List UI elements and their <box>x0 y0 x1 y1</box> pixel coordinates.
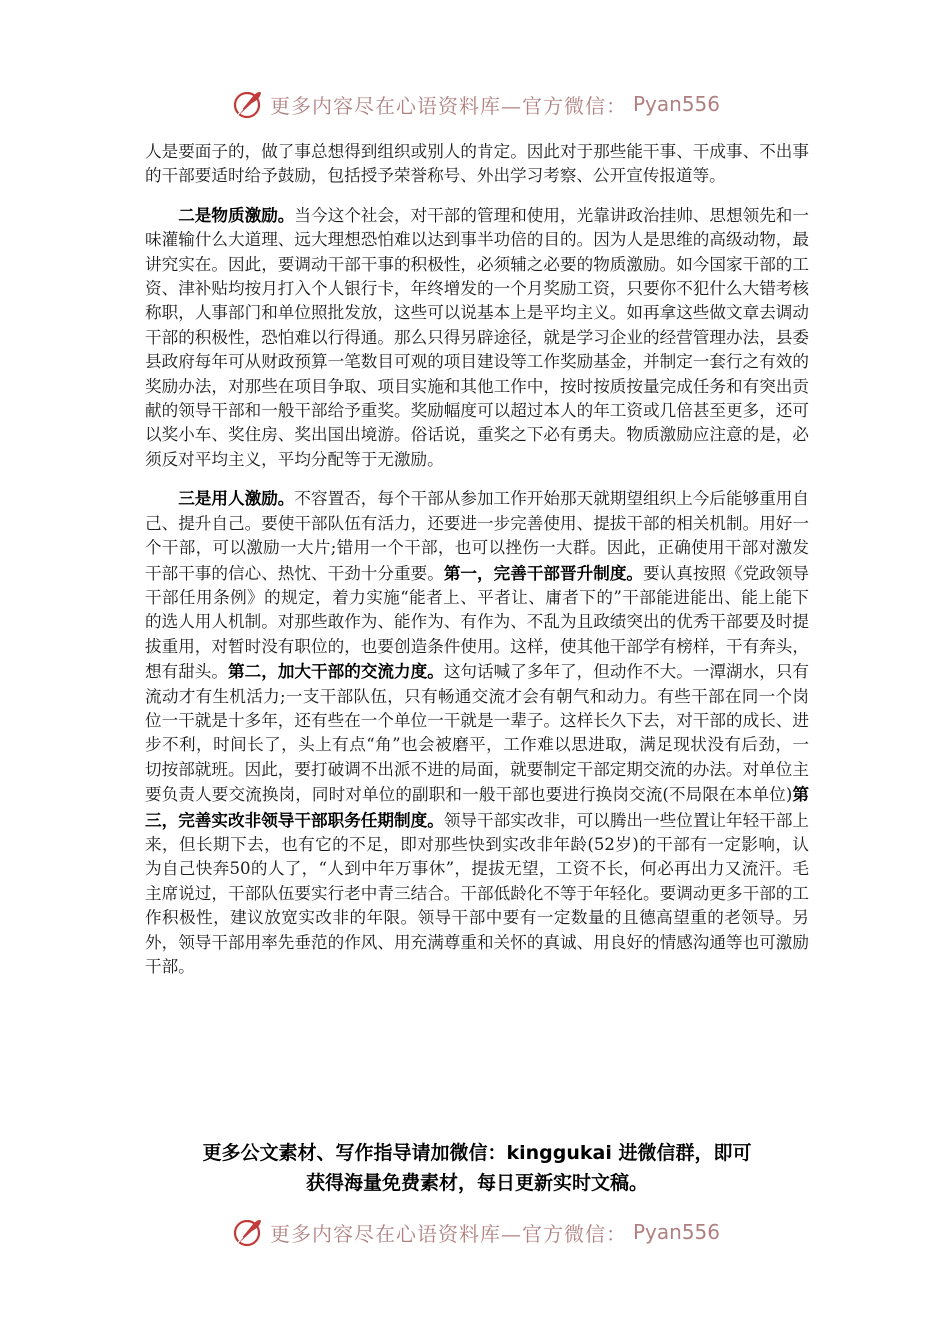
watermark-wechat-id: Pyan556 <box>632 1220 720 1244</box>
paragraph-employment-incentive: 三是用人激励。不容置否，每个干部从参加工作开始那天就期望组织上今后能够重用自己、提升自己。要使干部队伍有活力，还要进一步完善使用、提拔干部的相关机制。用好一个干部，可以激励一大片;错用一个干部，也可以挫伤一大群。因此，正确使用干部对激发干部干事的信心、热忱、干劲十分重要。第一，完善干部晋升制度。要认真按照《党政领导干部任用条例》的规定，着力实施“能者上、平者让、庸者下的”干部能进能出、能上能下的选人用人机制。对那些敢作为、能作为、有作为、不乱为且政绩突出的优秀干部要及时提拔重用，对暂时没有职位的，也要创造条件使用。这样，使其他干部学有榜样，干有奔头，想有甜头。第二，加大干部的交流力度。这句话喊了多年了，但动作不大。一潭湖水，只有流动才有生机活力;一支干部队伍，只有畅通交流才会有朝气和动力。有些干部在同一个岗位一干就是十多年，还有些在一个单位一干就是一辈子。这样长久下去，对干部的成长、进步不利，时间长了，头上有点“角”也会被磨平，工作难以思进取，满足现状没有后劲，一切按部就班。因此，要打破调不出派不进的局面，就要制定干部定期交流的办法。对单位主要负责人要交流换岗，同时对单位的副职和一般干部也要进行换岗交流(不局限在本单位)第三，完善实改非领导干部职务任期制度。领导干部实改非，可以腾出一些位置让年轻干部上来，但长期下去，也有它的不足，即对那些快到实改非年龄(52岁)的干部有一定影响，认为自己快奔50的人了，“人到中年万事休”，提拔无望，工资不长，何必再出力又流汗。毛主席说过，干部队伍要实行老中青三结合。干部低龄化不等于年轻化。要调动更多干部的工作积极性，建议放宽实改非的年限。领导干部中要有一定数量的且德高望重的老领导。另外，领导干部用率先垂范的作风、用充满尊重和关怀的真诚、用良好的情感沟通等也可激励干部。 <box>145 488 810 976</box>
quill-logo-icon <box>230 1215 264 1249</box>
watermark-text: 更多内容尽在心语资料库—官方微信： <box>269 93 627 118</box>
watermark-footer <box>0 1212 950 1252</box>
document-body <box>145 140 809 979</box>
heading-tenure-system: 第三，完善实改非领导干部职务任期制度。 <box>145 784 810 830</box>
paragraph-1: 人是要面子的，做了事总想得到组织或别人的肯定。因此对于那些能干事、干成事、不出事的干部要适时给予鼓励，包括授予荣誉称号、外出学习考察、公开宣传报道等。 <box>145 142 809 186</box>
heading-material-incentive: 二是物质激励。 <box>178 204 295 225</box>
promo-line-1: 更多公文素材、写作指导请加微信：kinggukai 进微信群，即可 <box>202 1142 752 1164</box>
heading-employment-incentive: 三是用人激励。 <box>178 488 295 509</box>
heading-promotion-system: 第一，完善干部晋升制度。 <box>443 562 644 583</box>
promo-line-2: 获得海量免费素材，每日更新实时文稿。 <box>305 1172 648 1194</box>
heading-exchange: 第二，加大干部的交流力度。 <box>228 661 444 682</box>
watermark-wechat-id: Pyan556 <box>632 92 720 116</box>
quill-logo-icon <box>230 87 264 121</box>
promo-notice <box>120 1138 834 1198</box>
watermark-header <box>0 84 950 124</box>
paragraph-material-incentive: 二是物质激励。当今这个社会，对干部的管理和使用，光靠讲政治挂帅、思想领先和一味灌输什么大道理、远大理想恐怕难以达到事半功倍的目的。因为人是思维的高级动物，最讲究实在。因此，要调动干部干事的积极性，必须辅之必要的物质激励。如今国家干部的工资、津补贴均按月打入个人银行卡，年终增发的一个月奖励工资，只要你不犯什么大错考核称职，人事部门和单位照批发放，这些可以说基本上是平均主义。如再拿这些做文章去调动干部的积极性，恐怕难以行得通。那么只得另辟途径，就是学习企业的经营管理办法，县委县政府每年可从财政预算一笔数目可观的项目建设等工作奖励基金，并制定一套行之有效的奖励办法，对那些在项目争取、项目实施和其他工作中，按时按质按量完成任务和有突出贡献的领导干部和一般干部给予重奖。奖励幅度可以超过本人的年工资或几倍甚至更多，还可以奖小车、奖住房、奖出国出境游。俗话说，重奖之下必有勇夫。物质激励应注意的是，必须反对平均主义，平均分配等于无激励。 <box>145 204 809 469</box>
watermark-text: 更多内容尽在心语资料库—官方微信： <box>269 1221 627 1246</box>
